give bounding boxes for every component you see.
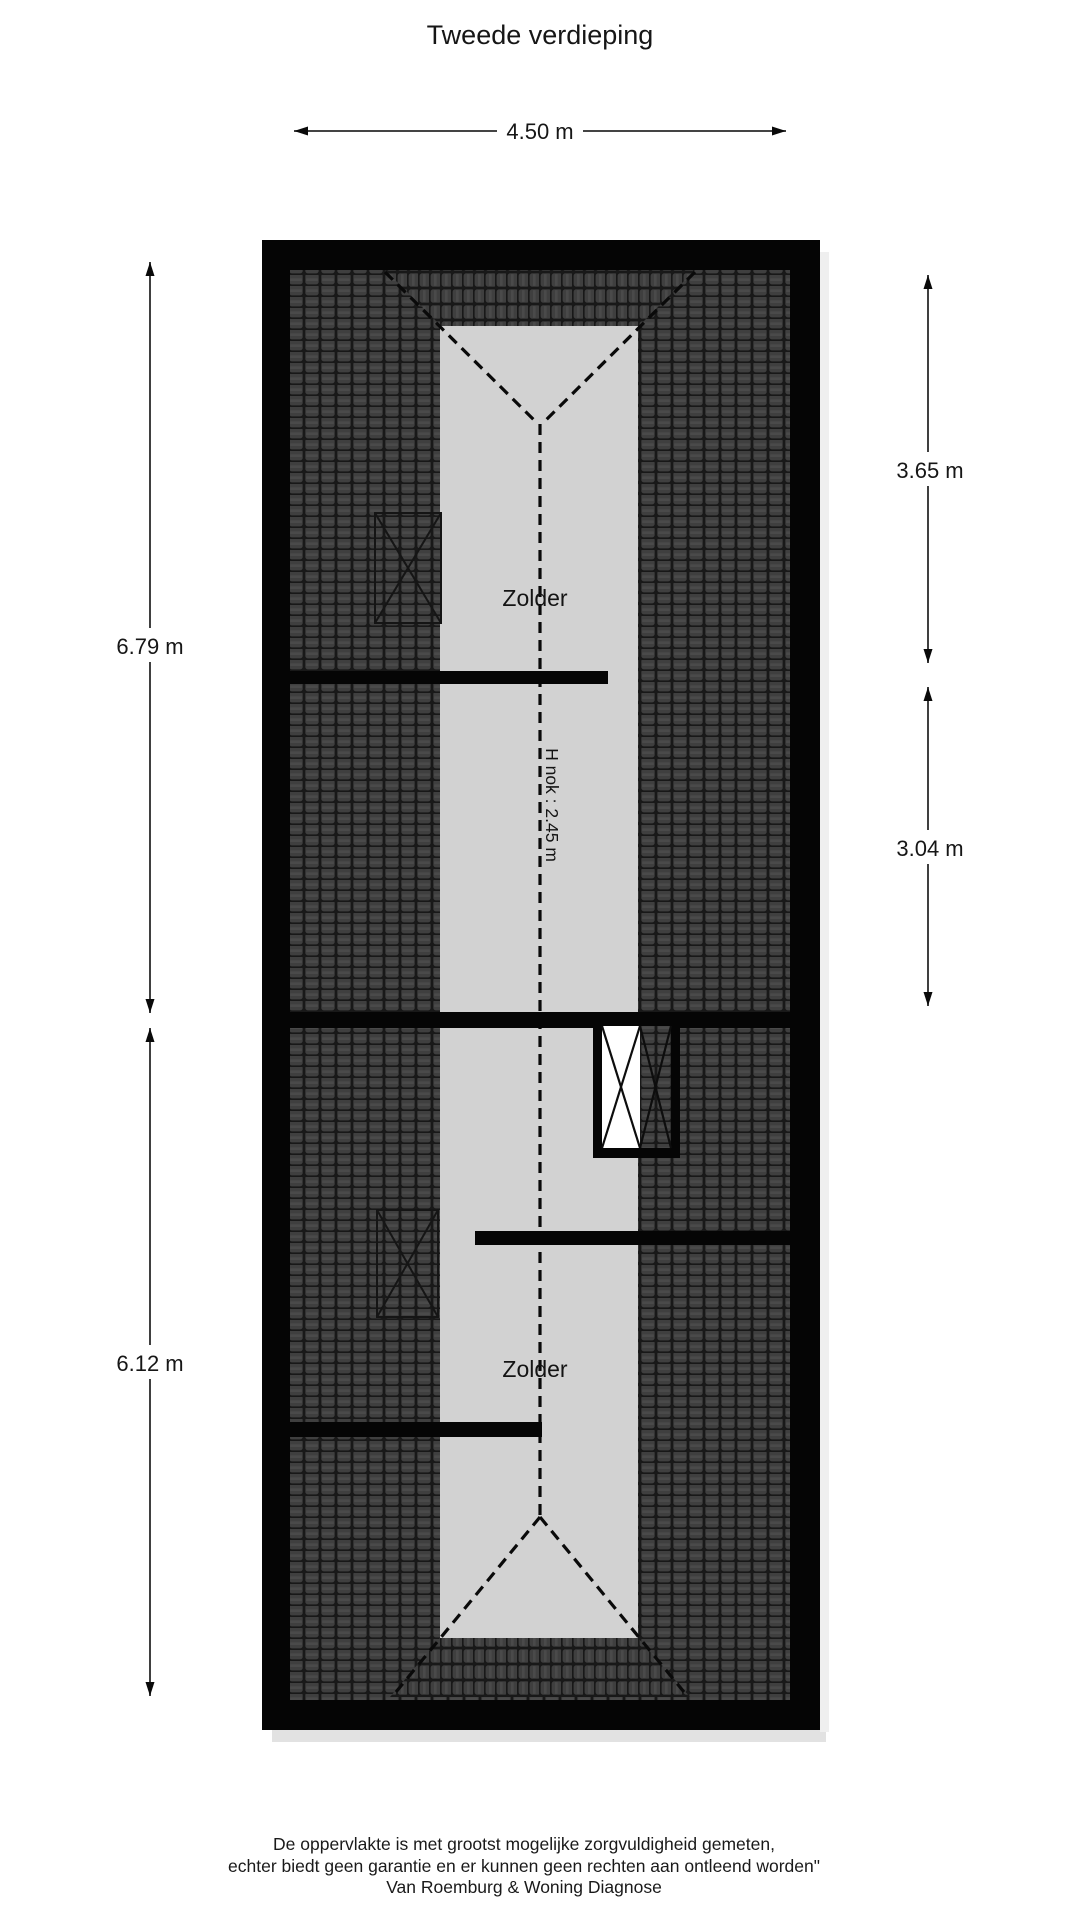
footer-disclaimer-line1: De oppervlakte is met grootst mogelijke zorgvuldigheid gemeten, bbox=[273, 1834, 775, 1854]
arrowhead-up-icon bbox=[924, 687, 933, 701]
arrowhead-up-icon bbox=[924, 275, 933, 289]
dimension-top-width bbox=[294, 113, 786, 148]
arrowhead-down-icon bbox=[924, 992, 933, 1006]
ridge-height-label: H nok : 2.45 m bbox=[542, 748, 562, 862]
dimension-right-upper bbox=[887, 275, 973, 663]
dimension-label-left-lower: 6.12 m bbox=[116, 1351, 184, 1376]
dimension-right-lower bbox=[887, 687, 973, 1006]
dimension-left-upper bbox=[109, 262, 191, 1013]
arrowhead-down-icon bbox=[146, 1682, 155, 1696]
footer bbox=[228, 1834, 820, 1897]
arrowhead-left-icon bbox=[294, 127, 308, 136]
dimension-label-top: 4.50 m bbox=[506, 119, 574, 144]
wall-stub-lower bbox=[290, 1422, 542, 1437]
arrowhead-up-icon bbox=[146, 262, 155, 276]
plan-shadow-bottom bbox=[272, 1730, 826, 1742]
footer-disclaimer-line2: echter biedt geen garantie en er kunnen geen rechten aan ontleend worden" bbox=[228, 1856, 820, 1876]
arrowhead-right-icon bbox=[772, 127, 786, 136]
arrowhead-up-icon bbox=[146, 1028, 155, 1042]
dimension-label-right-upper: 3.65 m bbox=[896, 458, 964, 483]
dimension-label-left-upper: 6.79 m bbox=[116, 634, 184, 659]
arrowhead-down-icon bbox=[146, 999, 155, 1013]
room-label-zolder-upper: Zolder bbox=[502, 585, 568, 611]
dimension-label-right-lower: 3.04 m bbox=[896, 836, 964, 861]
page-title: Tweede verdieping bbox=[426, 20, 654, 50]
arrowhead-down-icon bbox=[924, 649, 933, 663]
plan-shadow-right bbox=[820, 252, 829, 1732]
dimension-left-lower bbox=[109, 1028, 191, 1696]
dormer-window bbox=[593, 1012, 680, 1158]
wall-middle bbox=[290, 1012, 790, 1028]
wall-stub-upper bbox=[290, 671, 608, 684]
room-label-zolder-lower: Zolder bbox=[502, 1356, 568, 1382]
wall-stub-right bbox=[475, 1231, 790, 1245]
footer-company: Van Roemburg & Woning Diagnose bbox=[386, 1877, 662, 1897]
